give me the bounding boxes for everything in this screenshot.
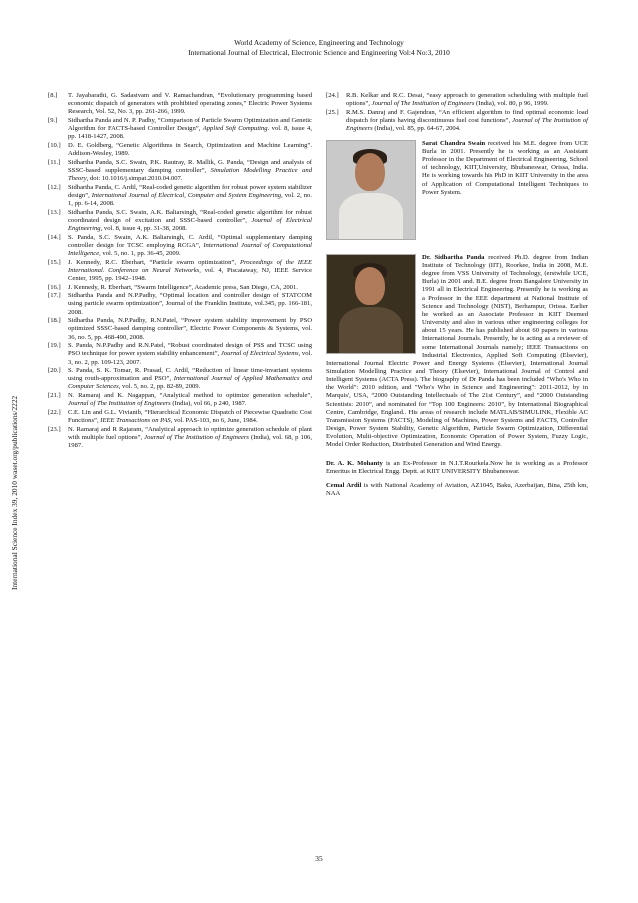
reference-item bbox=[48, 284, 312, 292]
reference-journal: International Journal of Computational Intelligence bbox=[68, 241, 312, 257]
reference-text: T. Jayabarathi, G. Sadasivam and V. Ramachandran, “Evolutionary programming based economic dispatch of generators with prohibited operating zones,” Electric Power Systems Research, Vol. 52, No. 3, pp. 261-266, 1999. bbox=[68, 92, 312, 116]
reference-journal: Journal of The Institution of Engineers bbox=[346, 116, 588, 133]
reference-number: [24.] bbox=[326, 92, 339, 99]
reference-journal: International Journal of Applied Mathematics and Computer Sciences bbox=[68, 375, 312, 391]
reference-text: Sidhartha Panda, C. Ardil, “Real-coded genetic algorithm for robust power system stabilizer design”, bbox=[68, 183, 312, 199]
author-photo-swain bbox=[326, 140, 416, 240]
reference-details: (India), vol. 80, p 96, 1999. bbox=[474, 100, 549, 108]
reference-text: R.M.S. Danraj and F. Gajendran, “An efficient algorithm to find optimal economic load dispatch for plants having discontinuous fuel cost functions”, bbox=[346, 108, 588, 124]
reference-text: Sidhartha Panda and N. P. Padhy, “Comparison of Particle Swarm Optimization and Genetic Algorithm for FACTS-based Controller Design”, bbox=[68, 116, 312, 133]
reference-details: . vol. 8, issue 4, pp. 1418-1427, 2008. bbox=[68, 125, 312, 141]
reference-item bbox=[48, 259, 312, 283]
reference-journal: Journal of The Institution of Engineers bbox=[144, 433, 249, 441]
reference-item bbox=[48, 234, 312, 258]
right-column bbox=[326, 92, 588, 498]
reference-number: [21.] bbox=[48, 392, 61, 400]
reference-item bbox=[48, 292, 312, 316]
bio-name: Cemal Ardil bbox=[326, 481, 362, 489]
bio-mohanty bbox=[326, 460, 588, 476]
reference-text: N. Ramaraj and R Rajaram, “Analytical approach to optimize generation schedule of plant with multiple fuel options”, bbox=[68, 425, 312, 441]
reference-details: (India), vol 66, p 240, 1987. bbox=[170, 400, 247, 408]
right-references bbox=[326, 92, 588, 133]
reference-details: , vol. PAS-103, no 6, June, 1984. bbox=[170, 417, 258, 425]
reference-details: , vol. 2, no. 1, pp. 6-14, 2008. bbox=[68, 191, 312, 208]
reference-item bbox=[48, 317, 312, 341]
reference-number: [20.] bbox=[48, 367, 61, 375]
reference-journal: Journal of Electrical Engineering bbox=[68, 216, 312, 232]
reference-number: [11.] bbox=[48, 158, 61, 166]
reference-text: R.B. Kelkar and R.C. Desai, “easy approach to generation scheduling with multiple fuel options”, bbox=[346, 92, 588, 108]
reference-number: [9.] bbox=[48, 116, 58, 124]
page-number: 35 bbox=[315, 854, 323, 863]
reference-journal: Journal of The Institution of Engineers bbox=[371, 100, 475, 108]
reference-journal: International Journal of Electrical, Computer and System Engineering bbox=[91, 191, 282, 199]
bio-name: Dr. A. K. Mohanty bbox=[326, 459, 383, 467]
reference-item bbox=[48, 409, 312, 425]
reference-text: S. Panda, N.P.Padhy and R.N.Patel, “Robust coordinated design of PSS and TCSC using PSO technique for power system stability enhancement”, bbox=[68, 342, 312, 358]
reference-details: , vol. 4, Piscataway, NJ, IEEE Service Center, 1995, pp. 1942–1948. bbox=[68, 266, 312, 282]
left-column bbox=[48, 92, 312, 451]
bio-name: Dr. Sidhartha Panda bbox=[422, 253, 485, 261]
reference-text: N. Ramaraj and K. Nagappan, “Analytical method to optimize generation schedule”, bbox=[68, 392, 312, 400]
bio-text: is an Ex-Professor in N.I.T.Rourkela.Now he is working as a Professor Emeritus in Electrical Engg. Deptt. at KIIT UNIVERSITY Bhubaneswar. bbox=[326, 459, 588, 475]
reference-details: , vol. 3, no. 2, pp. 109-123, 2007. bbox=[68, 350, 312, 366]
reference-details: (India), vol. 85, pp. 64-67, 2004. bbox=[372, 125, 461, 133]
reference-details: , doi: 10.1016/j.simpat.2010.04.007. bbox=[86, 175, 183, 183]
reference-text: J. Kennedy, R. Eberhart, “Swarm Intelligence”, Academic press, San Diego, CA, 2001. bbox=[68, 283, 298, 291]
reference-number: [10.] bbox=[48, 141, 61, 149]
reference-text: D. E. Goldberg, “Genetic Algorithms in Search, Optimization and Machine Learning”. Addison-Wesley, 1989. bbox=[68, 141, 312, 158]
bio-panda bbox=[326, 254, 588, 450]
bio-text: is with National Academy of Aviation, AZ1045, Baku, Azerbaijan, Bina, 25th km, NAA bbox=[326, 481, 588, 497]
bio-ardil bbox=[326, 482, 588, 498]
reference-details: (India), vol. 68, p 106, 1987. bbox=[68, 433, 312, 450]
reference-item bbox=[326, 109, 588, 133]
sidebar-citation: International Science Index 39, 2010 waset.org/publications/2222 bbox=[10, 395, 19, 590]
reference-item bbox=[48, 367, 312, 391]
reference-number: [15.] bbox=[48, 258, 61, 266]
bio-swain bbox=[326, 140, 588, 244]
reference-number: [23.] bbox=[48, 425, 61, 433]
reference-text: S. Panda, S.C. Swain, A.K. Baliarsingh, C. Ardil, “Optimal supplementary damping controller design for TCSC employing RCGA”, bbox=[68, 233, 312, 249]
reference-text: Sidhartha Panda, S.C. Swain, A.K. Baliarsingh, “Real-coded genetic algorithm for robust coordinated design of excitation and SSSC-based controller”, bbox=[68, 208, 312, 224]
reference-number: [13.] bbox=[48, 208, 61, 216]
reference-number: [17.] bbox=[48, 292, 61, 300]
reference-item bbox=[48, 342, 312, 366]
reference-text: Sidhartha Panda and N.P.Padhy, “Optimal location and controller design of STATCOM using particle swarm optimization”, Journal of the Franklin Institute, vol.345, pp. 166-181, 2008. bbox=[68, 292, 312, 316]
reference-number: [16.] bbox=[48, 283, 61, 291]
reference-text: Sidhartha Panda, N.P.Padhy, R.N.Patel, “Power system stability improvement by PSO optimized SSSC-based damping controller”, Electric Power Components & Systems, vol. 36, no. 5, pp. 468-490, 2008. bbox=[68, 317, 312, 341]
reference-journal: Applied Soft Computing bbox=[202, 125, 268, 133]
reference-journal: Simulation Modelling Practice and Theory bbox=[68, 166, 312, 183]
reference-number: [14.] bbox=[48, 233, 61, 241]
bio-text: received his M.E. degree from UCE Burla in 2001. Presently he is working as an Assistant Professor in the Department of Electrical Engineering, School of technology, KIIT,University, Bhubaneswar, Orissa, India. He is working towards his PhD in KIIT University in the area of Application of Computational Intelligent Techniques to Power System. bbox=[422, 139, 588, 196]
reference-details: , vol. 8, issue 4, pp. 31-38, 2008. bbox=[100, 225, 188, 232]
reference-details: , vol. 5, no. 1, pp. 36-45, 2009. bbox=[99, 249, 181, 257]
reference-item bbox=[326, 92, 588, 108]
reference-item bbox=[48, 159, 312, 183]
reference-item bbox=[48, 426, 312, 450]
reference-number: [22.] bbox=[48, 408, 61, 416]
page-header bbox=[0, 38, 638, 57]
bio-text: received Ph.D. degree from Indian Institute of Technology (IIT), Roorkee, India in 2008, M.E. degree from VSS University of Technology, (erstwhile UCE, Burla) in 2001 and. B.E. degree from Bangalore University in 1991 all in Electrical Engineering. Presently he is working as a Professor in the EEE department at National Institute of Science and Technology (NIST), Berhampur, Orissa. Earlier he worked as an Associate Professor in KIIT Deemed University and also in various other engineering colleges for about 15 years. He has published about 60 papers in various International Journals. Presently, he is acting as a reviewer of some International Journals namely; IEEE Transactions on Industrial Electronics, Applied Soft Computing (Elsevier), International Journal Electric Power and Energy Systems (Elsevier), International Journal Simulation Modelling Practice and Theory (Elsevier), International Journal of Control and Intelligent Systems (ACTA Press). The biography of Dr Panda has been included "Who's Who in the World": 2010 edition, and "Who's Who in Science and Engineering": 2011-2012, by in Marquis', USA, “2000 Outstanding Intellectuals of The 21st Century”, and “2000 Outstanding Scientists: 2010”, and nominated for “Top 100 Engineers: 2010”, by International Biographical Centre, Cambridge, England.. His areas of research include MATLAB/SIMULINK, Flexible AC Transmission Systems (FACTS), Modeling of Machines, Power Systems and FACTS, Controller Design, Power System Stability, Genetic Algorithm, Particle Swarm Optimization, Differential Evolution, Multi-objective Optimization, Economic Operation of Power System, Fuzzy Logic, Model Order Reduction, Distributed Generation and Wind Energy. bbox=[326, 253, 589, 449]
author-photo-panda bbox=[326, 254, 416, 354]
header-line-1: World Academy of Science, Engineering and Technology bbox=[234, 38, 404, 47]
reference-journal: Journal of Electrical Systems bbox=[220, 350, 299, 358]
reference-item bbox=[48, 184, 312, 208]
reference-text: Sidhartha Panda, S.C. Swain, P.K. Rautray, R. Mallik, G. Panda, “Design and analysis of SSSC-based supplementary damping controller”, bbox=[68, 158, 312, 174]
reference-item bbox=[48, 142, 312, 158]
reference-item bbox=[48, 92, 312, 116]
reference-number: [18.] bbox=[48, 317, 61, 325]
reference-item bbox=[48, 392, 312, 408]
reference-item bbox=[48, 117, 312, 141]
reference-text: C.E. Lin and G.L. Vivianib, “Hierarchical Economic Dispatch of Piecewise Quadratic Cost Functions”, bbox=[68, 408, 312, 425]
reference-journal: Proceedings of the IEEE International. Conference on Neural Networks bbox=[68, 258, 313, 274]
reference-details: , vol. 5, no. 2, pp. 82-89, 2009. bbox=[118, 383, 201, 391]
header-line-2: International Journal of Electrical, Electronic Science and Engineering Vol:4 No:3, 2010 bbox=[188, 47, 450, 57]
reference-text: J. Kennedy, R.C. Eberhart, “Particle swarm optimization”, bbox=[68, 258, 240, 266]
reference-number: [8.] bbox=[48, 92, 58, 99]
reference-item bbox=[48, 209, 312, 233]
reference-text: S. Panda, S. K. Tomar, R. Prasad, C. Ardil, “Reduction of linear time-invariant systems using routh-approximation and PSO”, bbox=[68, 367, 312, 383]
bio-name: Sarat Chandra Swain bbox=[422, 139, 486, 147]
reference-number: [25.] bbox=[326, 108, 339, 116]
reference-journal: Journal of The Institution of Engineers bbox=[68, 400, 171, 408]
reference-journal: IEEE Transactions on PAS bbox=[100, 417, 171, 425]
reference-number: [19.] bbox=[48, 342, 61, 350]
reference-number: [12.] bbox=[48, 183, 61, 191]
